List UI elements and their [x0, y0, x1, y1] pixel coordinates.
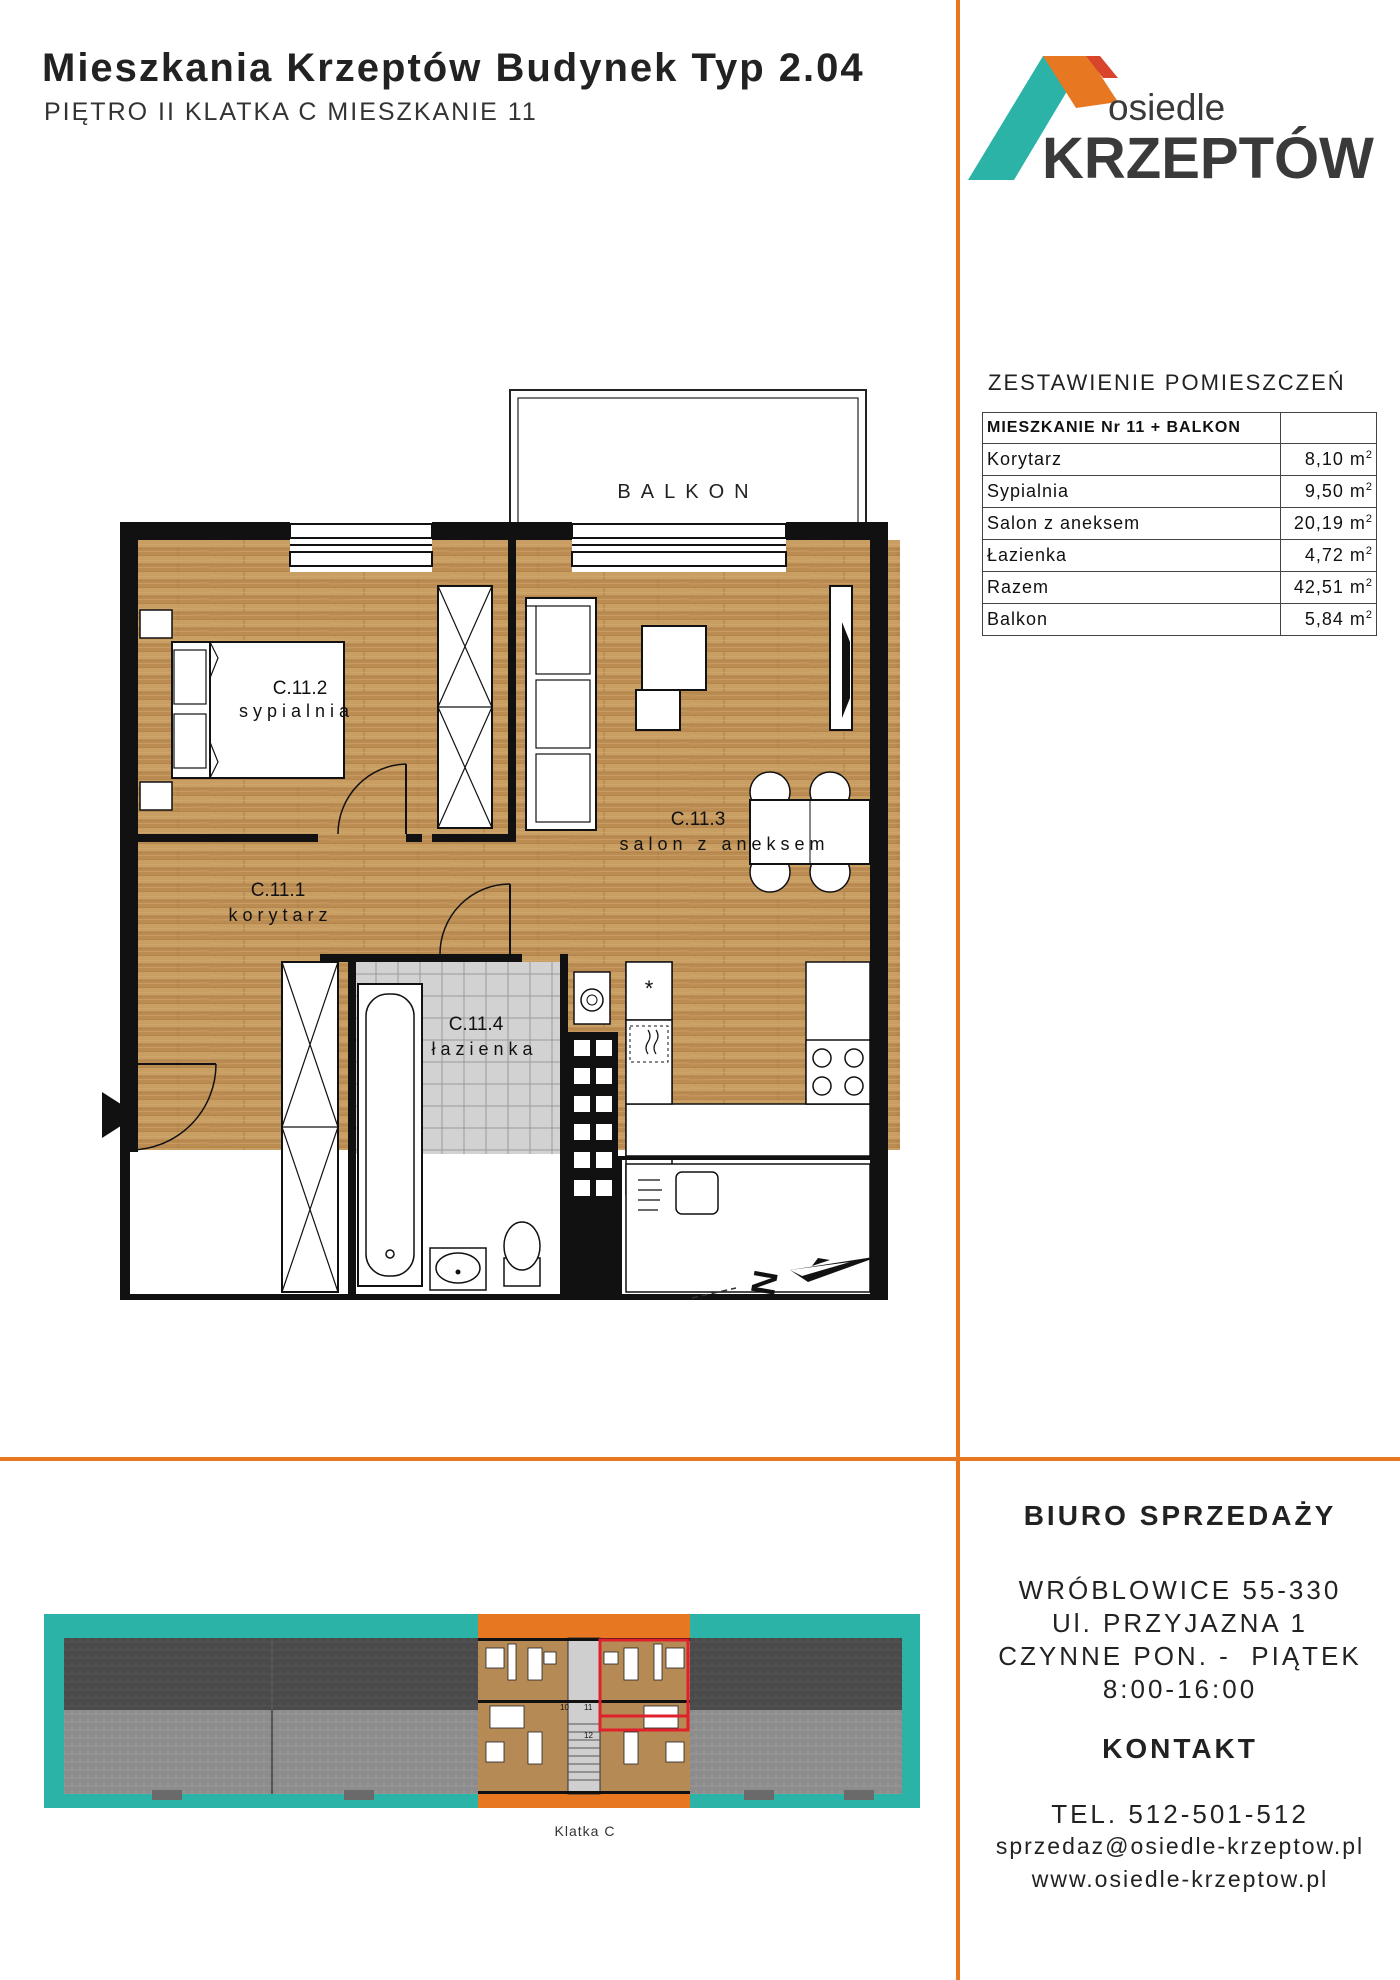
bedroom-window [290, 522, 432, 572]
roof-right-bottom [690, 1710, 902, 1794]
room-code-corridor: C.11.1 [250, 880, 306, 901]
table-row [983, 572, 1377, 604]
fridge [626, 962, 672, 1020]
bathtub [358, 984, 422, 1286]
wardrobe [438, 586, 492, 828]
room-area: 42,51 $m^2$ [1281, 572, 1377, 604]
washing-machine [574, 972, 610, 1024]
room-code-bathroom: C.11.4 [448, 1014, 504, 1035]
address-line: WRÓBLOWICE 55-330 [1018, 1575, 1342, 1605]
sales-office [960, 1500, 1400, 1896]
washbasin [430, 1248, 486, 1290]
table-row [983, 540, 1377, 572]
room-name: Sypialnia [983, 476, 1281, 508]
table-header-row [983, 413, 1377, 444]
logo-text-osiedle: osiedle [1108, 87, 1226, 128]
room-area: 4,72 $m^2$ [1281, 540, 1377, 572]
room-label-bathroom: ł a z i e n k a [431, 1039, 533, 1059]
stairwell-caption: Klatka C [554, 1823, 616, 1839]
address-line: 8:00-16:00 [1102, 1674, 1258, 1704]
sofa [526, 598, 596, 830]
room-area: 9,50 $m^2$ [1281, 476, 1377, 508]
address-line: Ul. PRZYJAZNA 1 [1052, 1608, 1308, 1638]
room-label-bedroom: s y p i a l n i a [238, 701, 350, 721]
tv-stand [830, 586, 852, 730]
room-name: Łazienka [983, 540, 1281, 572]
room-code-bedroom: C.11.2 [272, 678, 328, 699]
table-header-label: MIESZKANIE Nr 11 + BALKON [983, 413, 1281, 444]
room-code-living: C.11.3 [670, 809, 726, 830]
room-label-corridor: k o r y t a r z [228, 905, 328, 925]
room-area: 20,19 $m^2$ [1281, 508, 1377, 540]
table-row [983, 476, 1377, 508]
logo-text-krzeptow: KRZEPTÓW [1042, 126, 1374, 188]
address-line: CZYNNE PON. - PIĄTEK [998, 1641, 1362, 1671]
unit-number: 11 [584, 1703, 593, 1712]
corridor-wardrobe [282, 962, 338, 1292]
page-title: Mieszkania Krzeptów Budynek Typ 2.04 [42, 46, 865, 90]
table-row [983, 508, 1377, 540]
roof-right-top [690, 1638, 902, 1710]
room-label-living: s a l o n z a n e k s e m [619, 834, 825, 854]
phone-number[interactable]: TEL. 512-501-512 [1051, 1799, 1309, 1829]
room-name: Balkon [983, 604, 1281, 636]
north-label: N [744, 1267, 786, 1299]
shelving-grid [568, 1032, 618, 1294]
cooktop [806, 1040, 870, 1104]
room-name: Razem [983, 572, 1281, 604]
table-header-empty [1281, 413, 1377, 444]
sales-office-heading: BIURO SPRZEDAŻY [1023, 1500, 1337, 1531]
table-row [983, 604, 1377, 636]
toilet [504, 1222, 540, 1286]
room-area: 5,84 $m^2$ [1281, 604, 1377, 636]
svg-text:*: * [644, 976, 654, 1001]
room-name: Salon z aneksem [983, 508, 1281, 540]
oven [626, 1020, 672, 1104]
unit-number: 10 [560, 1703, 569, 1712]
building-floor-thumbnail [44, 1614, 920, 1814]
contact-heading: KONTAKT [1102, 1733, 1258, 1764]
sales-office-address [960, 1574, 1400, 1706]
website-link[interactable]: www.osiedle-krzeptow.pl [1031, 1866, 1329, 1892]
floor-plan [90, 380, 910, 1300]
room-area: 8,10 $m^2$ [1281, 444, 1377, 476]
rooms-table [982, 412, 1377, 636]
rooms-table-heading: ZESTAWIENIE POMIESZCZEŃ [988, 370, 1346, 395]
room-name: Korytarz [983, 444, 1281, 476]
balcony-label: BALKON [617, 481, 759, 503]
page-subtitle: PIĘTRO II KLATKA C MIESZKANIE 11 [44, 98, 538, 126]
table-row [983, 444, 1377, 476]
horizontal-divider [0, 1457, 1400, 1461]
email-link[interactable]: sprzedaz@osiedle-krzeptow.pl [995, 1833, 1365, 1859]
balcony [510, 390, 866, 526]
living-window [572, 522, 786, 572]
unit-number: 12 [584, 1731, 593, 1740]
osiedle-krzeptow-logo [968, 48, 1388, 188]
